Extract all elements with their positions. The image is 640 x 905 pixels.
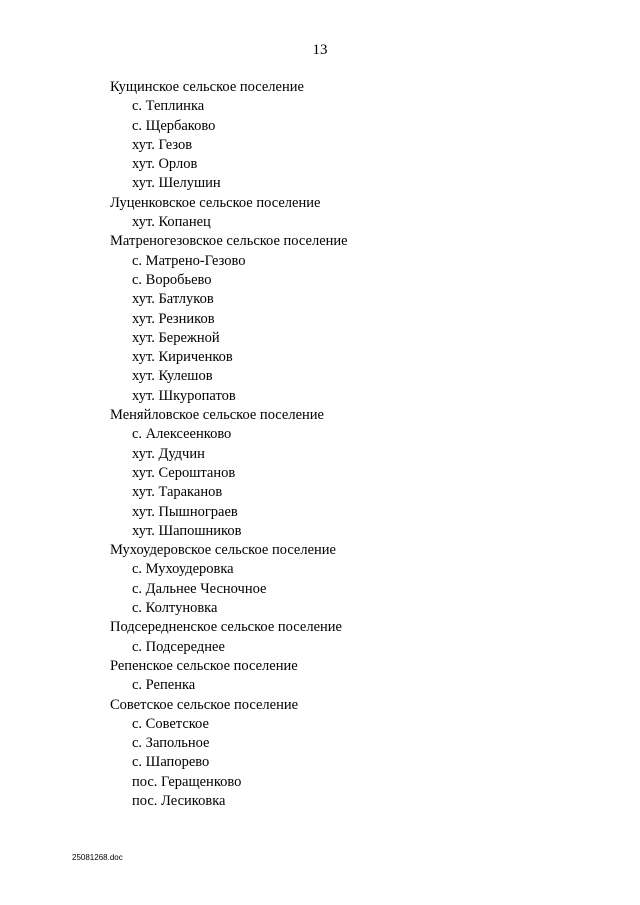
settlement-name: Подсередненское сельское поселение [110,619,342,636]
locality-name: с. Шапорево [132,754,210,771]
locality-name: хут. Орлов [132,156,198,173]
locality-name: хут. Бережной [132,329,220,346]
locality-name: хут. Гезов [132,136,193,153]
locality-name: хут. Кулешов [132,368,213,385]
locality-name: хут. Шкуропатов [132,387,236,404]
settlement-name: Репенское сельское поселение [110,657,298,674]
locality-name: хут. Дудчин [132,445,205,462]
locality-name: хут. Шелушин [132,175,221,192]
locality-name: с. Колтуновка [132,600,218,617]
locality-name: с. Щербаково [132,117,216,134]
locality-name: хут. Тараканов [132,484,223,501]
file-name-footer: 25081268.doc [72,853,123,862]
locality-name: с. Репенка [132,677,196,694]
locality-name: с. Матрено-Гезово [132,252,246,269]
settlement-name: Мухоудеровское сельское поселение [110,542,336,559]
settlement-name: Кущинское сельское поселение [110,79,304,95]
locality-name: с. Алексеенково [132,426,232,443]
settlement-name: Меняйловское сельское поселение [110,407,324,424]
locality-name: с. Дальнее Чесночное [132,580,267,597]
locality-name: хут. Пышнограев [132,503,238,520]
settlement-name: Советское сельское поселение [110,696,299,713]
locality-name: с. Теплинка [132,98,205,115]
locality-name: пос. Лесиковка [132,792,226,809]
page-number: 13 [312,42,328,58]
locality-name: хут. Шапошников [132,522,242,539]
settlement-name: Матреногезовское сельское поселение [110,233,348,250]
locality-name: с. Мухоудеровка [132,561,234,578]
locality-name: с. Советское [132,715,209,732]
settlement-name: Луценковское сельское поселение [110,194,321,211]
locality-name: с. Подсереднее [132,638,225,655]
locality-name: с. Воробьево [132,271,212,288]
locality-name: с. Запольное [132,735,210,752]
locality-name: пос. Геращенково [132,773,242,790]
locality-name: хут. Сероштанов [132,464,236,481]
locality-name: хут. Батлуков [132,291,214,308]
locality-name: хут. Копанец [132,214,211,231]
settlement-list [110,78,590,811]
locality-name: хут. Резников [132,310,215,327]
locality-name: хут. Кириченков [132,349,233,366]
